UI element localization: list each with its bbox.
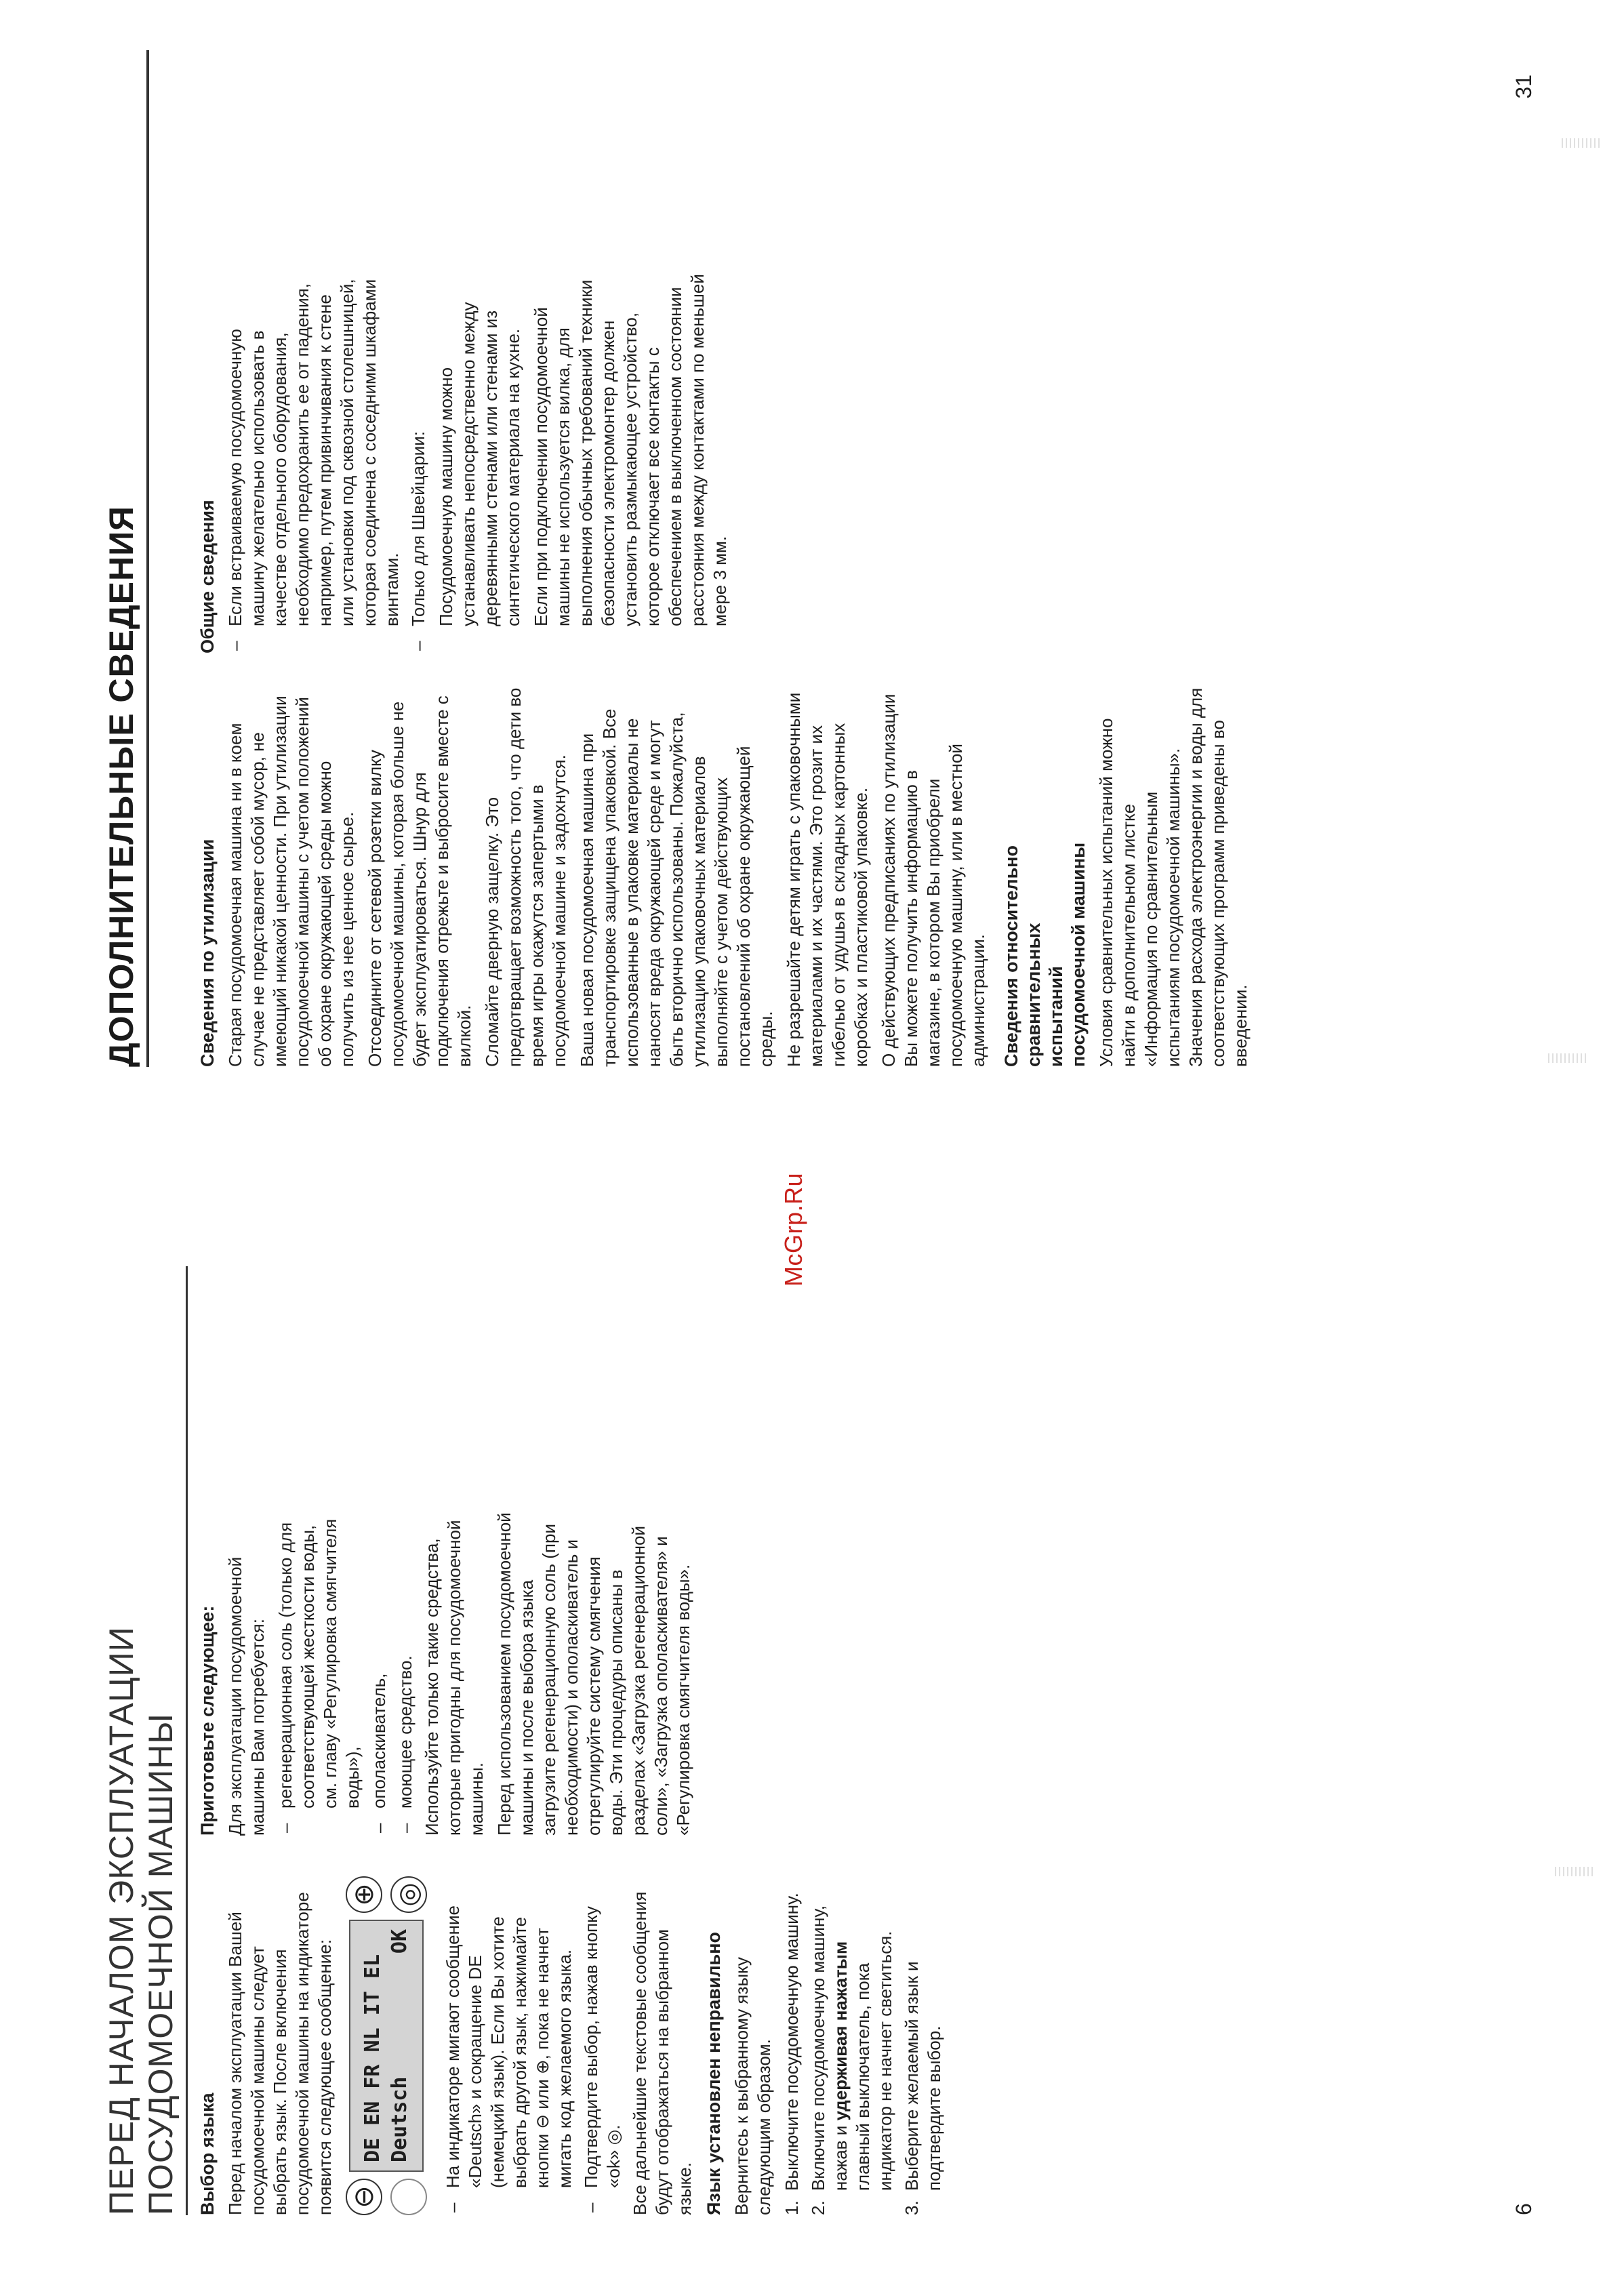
right-page-header (102, 50, 149, 1067)
language-after: Все дальнейшие текстовые сообщения будут отображаться на выбранном языке. (630, 1891, 695, 2215)
prepare-item-salt: – регенерационная соль (только для соответствующей жесткости воды, см. главу «Регулировка смягчителя воды»), (275, 1510, 364, 1836)
step-3-text: Выберите желаемый язык и подтвердите выбор. (901, 1961, 944, 2191)
step-2-text-b: главный выключатель, пока индикатор не начнет светиться. (853, 1931, 895, 2191)
left-title-rule (186, 1266, 188, 2215)
comparison-para: Условия сравнительных испытаний можно найти в дополнительном листке «Информация по сравнительным испытаниям посудомоечной машины». Значения расхода электроэнергии и воды для соответствующих программ приведены во введении. (1096, 687, 1251, 1067)
step-3 (901, 1876, 946, 2215)
prepare-intro: Для эксплуатации посудомоечной машины Вам потребуется: (225, 1556, 268, 1836)
minus-button-group (346, 2179, 427, 2215)
left-page-header (102, 1266, 188, 2215)
disposal-p6: О действующих предписаниях по утилизации Вы можете получить информацию в магазине, в котором Вы приобрели посудомоечную машину, или в местной администрации. (878, 693, 988, 1067)
prepare-para-1: Используйте только такие средства, которые пригодны для посудомоечной машины. (422, 1520, 487, 1836)
scan-noise-1 (1559, 138, 1600, 148)
comparison-heading: Сведения относительно сравнительных испытаний посудомоечной машины (1001, 842, 1089, 1067)
step-2-text-bold: удерживая нажатым (830, 1941, 851, 2121)
disposal-p1: Старая посудомоечная машина ни в коем случае не представляет собой мусор, не имеющий никакой ценности. При утилизации посудомоечной машины с учетом положений об охране окружающей среды можно получить из нее ценное сырье. (225, 695, 357, 1067)
swiss-title: – Только для Швейцарии: (408, 431, 428, 626)
disposal-p4: Ваша новая посудомоечная машина при транспортировке защищена упаковкой. Все использованные в упаковке материалы не наносят вреда окружающей среде и могут быть вторично использованы. Пожалуйста, утилизацию упаковочных материалов выполняйте с учетом действующих постановлений об охране окружающей среды. (577, 708, 776, 1067)
prepare-item-rinse: – ополаскиватель, (368, 1510, 390, 1836)
lcd-indicator (349, 1920, 424, 2172)
language-intro: Перед началом эксплуатации Вашей посудомоечной машины следует выбрать язык. После включения посудомоечной машины на индикаторе появится следующее сообщение: (225, 1892, 335, 2215)
language-heading: Выбор языка (197, 2093, 218, 2215)
minus-button[interactable]: ⊖ (346, 2179, 382, 2215)
left-page-number: 6 (1511, 2203, 1536, 2215)
general-item-1: – Если встраиваемую посудомоечную машину желательно использовать в качестве отдельного оборудования, необходимо предохранить ее от падения, например, путем привинчивания к стене или установки под сквозной столешницей, которая соединена с соседними шкафами винтами. (224, 274, 403, 653)
ok-button[interactable]: ◎ (390, 1876, 427, 1913)
display-panel (346, 1876, 427, 2215)
right-page-number: 31 (1511, 75, 1536, 99)
prepare-column (197, 1510, 700, 1836)
lcd-language-codes: DE EN FR NL IT EL (361, 1954, 384, 2162)
prepare-heading: Приготовьте следующее: (197, 1605, 218, 1836)
wrong-language-intro: Вернитесь к выбранному языку следующим образом. (731, 1957, 774, 2215)
wrong-language-heading: Язык установлен неправильно (704, 1931, 724, 2215)
lcd-language-name: Deutsch (388, 2076, 411, 2162)
disposal-column (197, 687, 1257, 1067)
scan-noise-3 (1552, 1867, 1593, 1876)
general-column (197, 274, 737, 653)
swiss-para-1: Посудомоечную машину можно устанавливать непосредственно между деревянными стенами или стенами из синтетического материала на кухне. (436, 302, 523, 626)
left-title-line1: ПЕРЕД НАЧАЛОМ ЭКСПЛУАТАЦИИ (102, 1626, 140, 2215)
language-column (197, 1876, 950, 2215)
disposal-p5: Не разрешайте детям играть с упаковочными материалами и их частями. Это грозит их гибелью от удушья в складных картонных коробках и пластиковой упаковке. (784, 692, 871, 1067)
left-page (0, 1142, 1624, 2283)
step-3-number: 3. (901, 2200, 922, 2215)
general-heading: Общие сведения (197, 500, 218, 653)
scan-noise-2 (1545, 1053, 1586, 1063)
watermark: McGrp.Ru (779, 1172, 807, 1287)
swiss-para-2: Если при подключении посудомоечной машины не используется вилка, для выполнения обычных требований техники безопасности электромонтер должен установить размыкающее устройство, которое отключает все контакты с обеспечением в выключенном состоянии расстояния между контактами по меньшей мере 3 мм. (531, 274, 730, 626)
step-1 (781, 1876, 803, 2215)
step-2-number: 2. (808, 2200, 828, 2215)
step-2 (807, 1876, 897, 2215)
plus-button-group (346, 1876, 427, 1913)
disposal-p3: Сломайте дверную защелку. Это предотвращает возможность того, что дети во время игры окажутся запертыми в посудомоечной машине и задохнутся. (482, 687, 569, 1067)
language-bullet-1: – На индикаторе мигают сообщение «Deutsch» и сокращение DE (немецкий язык). Если Вы хотите выбрать другой язык, нажимайте кнопки ⊖ или ⊕, пока не начнет мигать код желаемого языка. (442, 1876, 576, 2215)
prepare-para-2: Перед использованием посудомоечной машины и после выбора языка загрузите регенерационную соль (при необходимости) и ополаскиватель и отрегулируйте систему смягчения воды. Эти процедуры описаны в разделах «Загрузка регенерационной соли», «Загрузка ополаскивателя» и «Регулировка смягчителя воды». (494, 1512, 693, 1836)
step-1-text: Выключите посудомоечную машину. (781, 1893, 802, 2191)
left-title-line2: ПОСУДОМОЕЧНОЙ МАШИНЫ (142, 1713, 180, 2215)
lcd-ok-label: OK (388, 1929, 411, 1954)
right-title: ДОПОЛНИТЕЛЬНЫЕ СВЕДЕНИЯ (102, 506, 140, 1067)
disposal-heading: Сведения по утилизации (197, 839, 218, 1067)
step-2-text-a: Включите посудомоечную машину, нажав и (808, 1905, 851, 2191)
general-item-2 (407, 274, 731, 653)
blank-button (390, 2179, 427, 2215)
step-1-number: 1. (781, 2200, 802, 2215)
plus-button[interactable]: ⊕ (346, 1876, 382, 1913)
disposal-p2: Отсоедините от сетевой розетки вилку посудомоечной машины, которая больше не будет эксплуатироваться. Шнур для подключения отрежьте и выбросите вместе с вилкой. (365, 695, 474, 1067)
lcd-row2 (386, 1929, 413, 2162)
prepare-item-detergent: – моющее средство. (394, 1510, 417, 1836)
right-title-rule (146, 50, 149, 1067)
language-bullet-2: – Подтвердите выбор, нажав кнопку «ok» ◎. (580, 1876, 625, 2215)
